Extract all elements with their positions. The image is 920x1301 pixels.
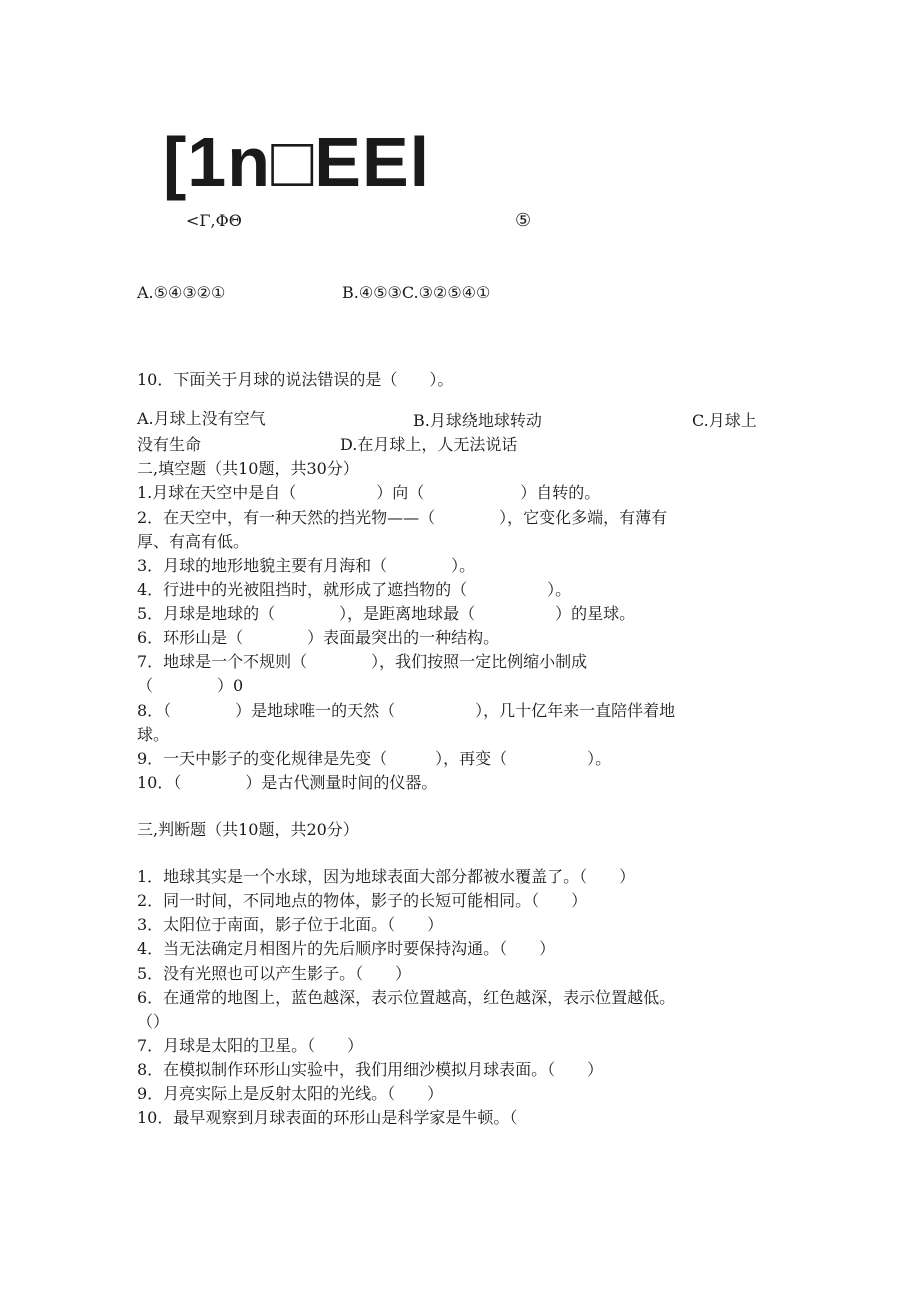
section2-line: 7．地球是一个不规则（ ），我们按照一定比例缩小制成 — [137, 652, 588, 671]
garbled-subline: <Γ,ΦΘ — [186, 211, 242, 230]
section2-line: 5．月球是地球的（ ），是距离地球最（ ）的星球。 — [137, 604, 636, 623]
q10-option-c-cont: 没有生命 — [137, 435, 202, 454]
q10-option-a: A.月球上没有空气 — [137, 409, 266, 428]
section3-line: （） — [137, 1012, 170, 1031]
section2-line: 9．一天中影子的变化规律是先变（ ），再变（ ）。 — [137, 749, 612, 768]
q10-option-b: B.月球绕地球转动 — [413, 411, 542, 430]
section3-line: 7．月球是太阳的卫星。（ ） — [137, 1036, 364, 1055]
section3-heading: 三,判断题（共10题，共20分） — [137, 820, 359, 839]
q10-stem: 10．下面关于月球的说法错误的是（ ）。 — [137, 370, 454, 389]
section2-line: 8．（ ）是地球唯一的天然（ ），几十亿年来一直陪伴着地 — [137, 701, 676, 720]
section2-line: 厚、有高有低。 — [137, 532, 250, 551]
q9-option-a: A.⑤④③②① — [137, 283, 226, 302]
section2-line: 10．（ ）是古代测量时间的仪器。 — [137, 773, 438, 792]
q10-option-d: D.在月球上，人无法说话 — [340, 435, 518, 454]
q9-option-b-c: B.④⑤③C.③②⑤④① — [342, 283, 491, 302]
section3-line: 5．没有光照也可以产生影子。（ ） — [137, 964, 412, 983]
section3-line: 3．太阳位于南面，影子位于北面。（ ） — [137, 915, 444, 934]
garbled-title: [1n□EEl — [163, 123, 431, 201]
section3-line: 6．在通常的地图上，蓝色越深，表示位置越高，红色越深，表示位置越低。 — [137, 988, 676, 1007]
section3-line: 1．地球其实是一个水球，因为地球表面大部分都被水覆盖了。（ ） — [137, 867, 636, 886]
section3-line: 4．当无法确定月相图片的先后顺序时要保持沟通。（ ） — [137, 939, 556, 958]
section2-line: 4．行进中的光被阻挡时，就形成了遮挡物的（ ）。 — [137, 580, 572, 599]
section3-line: 8．在模拟制作环形山实验中，我们用细沙模拟月球表面。（ ） — [137, 1060, 604, 1079]
q10-option-c: C.月球上 — [692, 411, 757, 430]
section2-line: 3．月球的地形地貌主要有月海和（ ）。 — [137, 556, 476, 575]
section2-line: 6．环形山是（ ）表面最突出的一种结构。 — [137, 628, 500, 647]
section2-heading: 二,填空题（共10题，共30分） — [137, 459, 359, 478]
section2-line: （ ）0 — [137, 676, 244, 695]
section2-line: 1.月球在天空中是自（ ）向（ ）自转的。 — [137, 483, 601, 502]
section2-line: 2．在天空中，有一种天然的挡光物——（ ），它变化多端，有薄有 — [137, 508, 668, 527]
section3-line: 2．同一时间，不同地点的物体，影子的长短可能相同。（ ） — [137, 891, 588, 910]
section2-line: 球。 — [137, 725, 170, 744]
section3-line: 9．月亮实际上是反射太阳的光线。（ ） — [137, 1084, 444, 1103]
section3-line: 10．最早观察到月球表面的环形山是科学家是牛顿。（ — [137, 1108, 518, 1127]
garbled-circled-number: ⑤ — [515, 210, 532, 231]
